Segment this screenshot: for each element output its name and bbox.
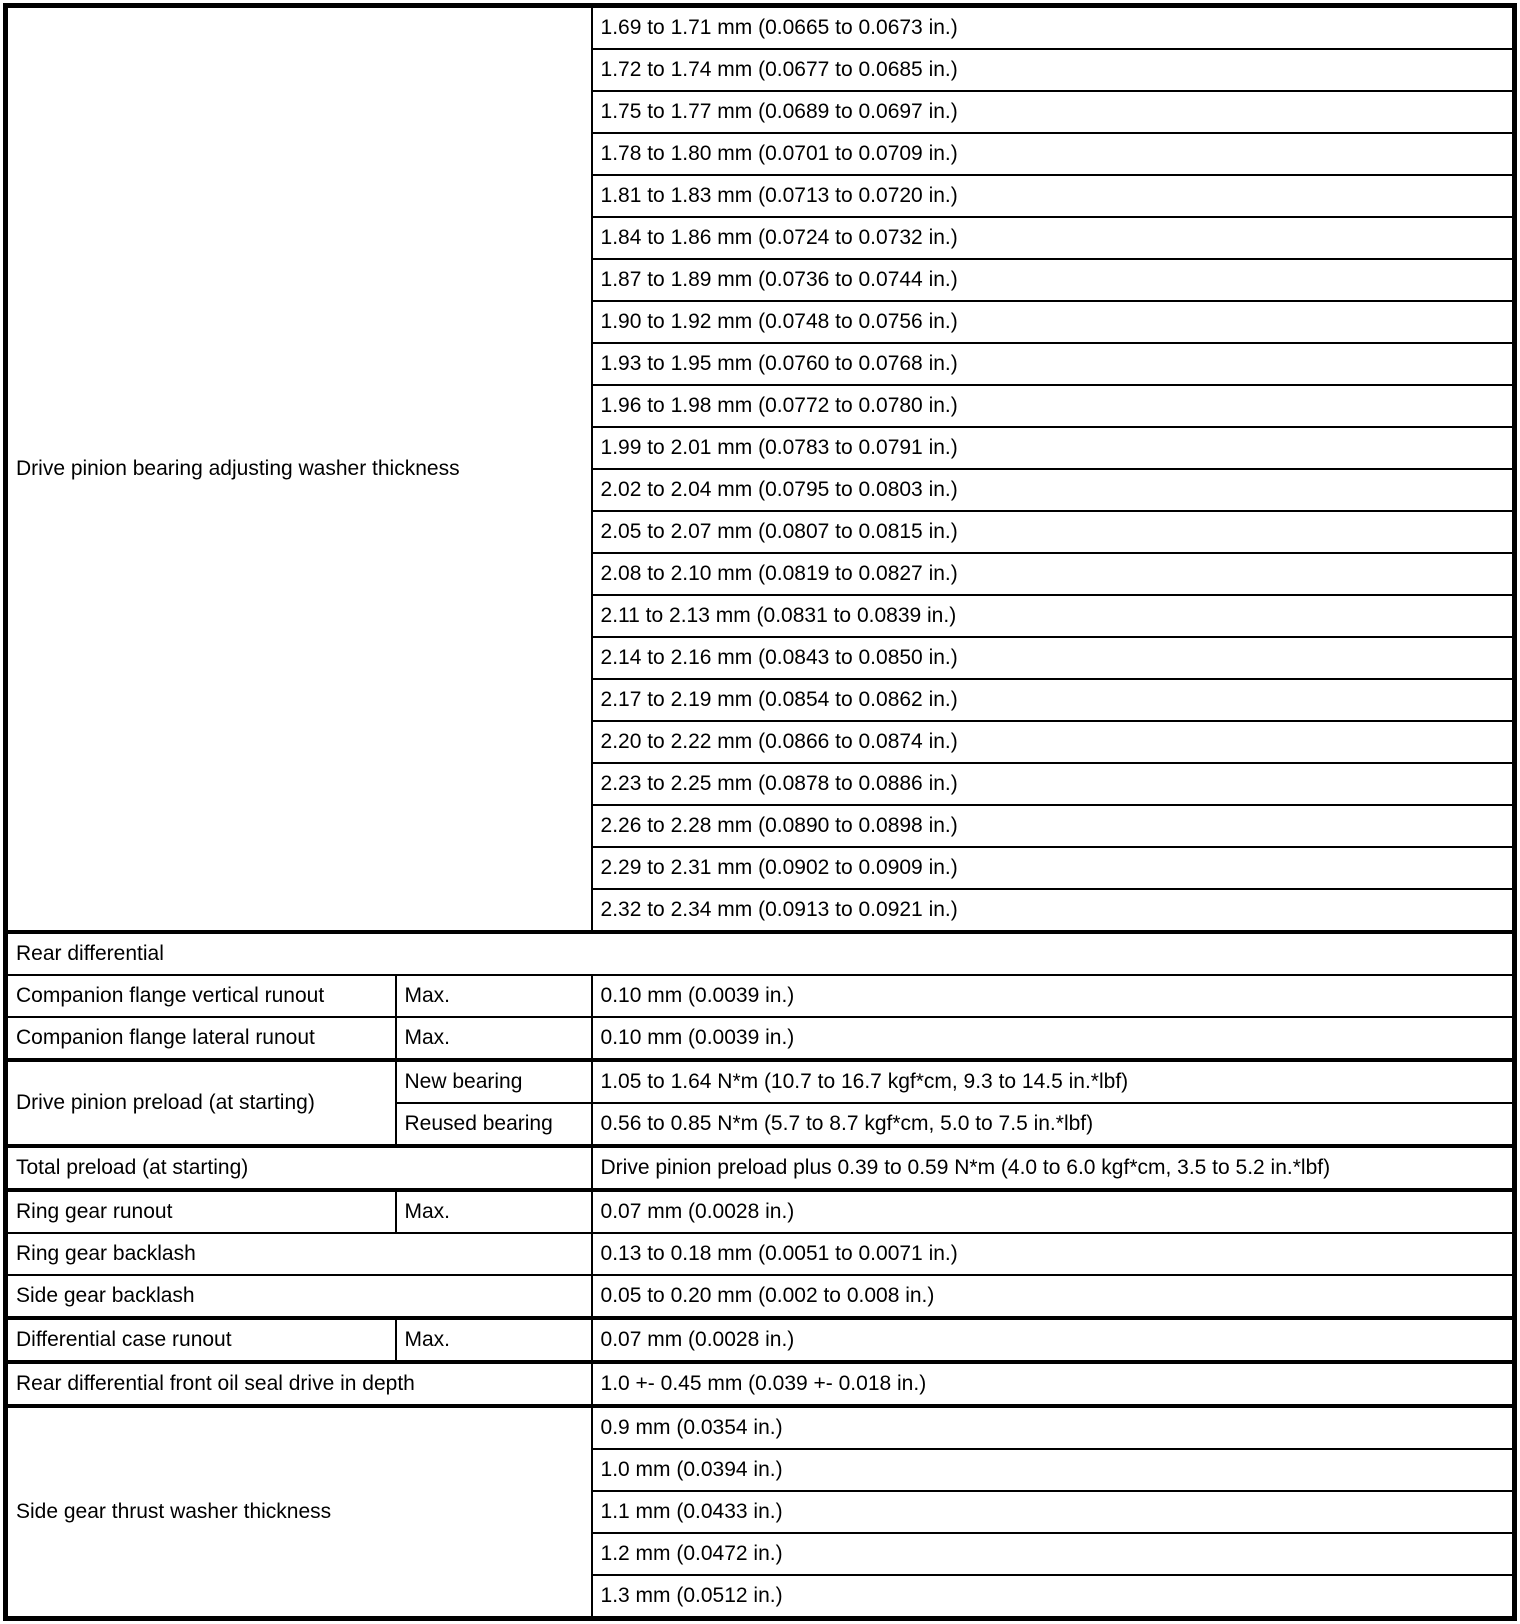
spec-value: 1.75 to 1.77 mm (0.0689 to 0.0697 in.) — [592, 91, 1515, 133]
table-row — [6, 1190, 1515, 1233]
spec-value: 0.07 mm (0.0028 in.) — [592, 1318, 1515, 1362]
spec-value: 2.17 to 2.19 mm (0.0854 to 0.0862 in.) — [592, 679, 1515, 721]
spec-value: 0.10 mm (0.0039 in.) — [592, 1017, 1515, 1060]
table-row — [6, 1362, 1515, 1406]
table-row — [6, 1017, 1515, 1060]
spec-value: 0.56 to 0.85 N*m (5.7 to 8.7 kgf*cm, 5.0 to 7.5 in.*lbf) — [592, 1103, 1515, 1146]
spec-value: 0.9 mm (0.0354 in.) — [592, 1406, 1515, 1449]
spec-value: 2.20 to 2.22 mm (0.0866 to 0.0874 in.) — [592, 721, 1515, 763]
specification-table — [3, 3, 1517, 1621]
spec-value: 2.14 to 2.16 mm (0.0843 to 0.0850 in.) — [592, 637, 1515, 679]
spec-label: Companion flange vertical runout — [6, 975, 396, 1017]
spec-label: Ring gear backlash — [6, 1233, 592, 1275]
spec-condition: New bearing — [396, 1060, 592, 1103]
spec-value: 1.96 to 1.98 mm (0.0772 to 0.0780 in.) — [592, 385, 1515, 427]
spec-condition: Max. — [396, 1190, 592, 1233]
spec-label-side-gear-thrust-washer: Side gear thrust washer thickness — [6, 1406, 592, 1619]
spec-value: 1.05 to 1.64 N*m (10.7 to 16.7 kgf*cm, 9.3 to 14.5 in.*lbf) — [592, 1060, 1515, 1103]
table-row — [6, 1060, 1515, 1103]
spec-value: 1.3 mm (0.0512 in.) — [592, 1575, 1515, 1619]
table-row — [6, 1233, 1515, 1275]
spec-label: Side gear backlash — [6, 1275, 592, 1318]
spec-label: Total preload (at starting) — [6, 1146, 592, 1190]
spec-value: 1.93 to 1.95 mm (0.0760 to 0.0768 in.) — [592, 343, 1515, 385]
table-row — [6, 1318, 1515, 1362]
spec-value: 1.1 mm (0.0433 in.) — [592, 1491, 1515, 1533]
spec-value: 2.26 to 2.28 mm (0.0890 to 0.0898 in.) — [592, 805, 1515, 847]
table-row — [6, 6, 1515, 50]
spec-value: 1.0 mm (0.0394 in.) — [592, 1449, 1515, 1491]
spec-value: 2.11 to 2.13 mm (0.0831 to 0.0839 in.) — [592, 595, 1515, 637]
spec-value: 2.32 to 2.34 mm (0.0913 to 0.0921 in.) — [592, 889, 1515, 932]
spec-label: Ring gear runout — [6, 1190, 396, 1233]
spec-label-drive-pinion-washer: Drive pinion bearing adjusting washer thickness — [6, 6, 592, 933]
spec-value: 1.90 to 1.92 mm (0.0748 to 0.0756 in.) — [592, 301, 1515, 343]
spec-label: Rear differential front oil seal drive in depth — [6, 1362, 592, 1406]
spec-value: Drive pinion preload plus 0.39 to 0.59 N*m (4.0 to 6.0 kgf*cm, 3.5 to 5.2 in.*lbf) — [592, 1146, 1515, 1190]
spec-value: 1.69 to 1.71 mm (0.0665 to 0.0673 in.) — [592, 6, 1515, 50]
table-row — [6, 975, 1515, 1017]
spec-condition: Max. — [396, 975, 592, 1017]
spec-label: Differential case runout — [6, 1318, 396, 1362]
spec-value: 2.02 to 2.04 mm (0.0795 to 0.0803 in.) — [592, 469, 1515, 511]
spec-value: 1.99 to 2.01 mm (0.0783 to 0.0791 in.) — [592, 427, 1515, 469]
spec-value: 1.87 to 1.89 mm (0.0736 to 0.0744 in.) — [592, 259, 1515, 301]
spec-value: 1.84 to 1.86 mm (0.0724 to 0.0732 in.) — [592, 217, 1515, 259]
spec-value: 2.29 to 2.31 mm (0.0902 to 0.0909 in.) — [592, 847, 1515, 889]
spec-condition: Max. — [396, 1318, 592, 1362]
table-row — [6, 1406, 1515, 1449]
table-row — [6, 1146, 1515, 1190]
spec-condition: Max. — [396, 1017, 592, 1060]
spec-condition: Reused bearing — [396, 1103, 592, 1146]
spec-value: 1.72 to 1.74 mm (0.0677 to 0.0685 in.) — [592, 49, 1515, 91]
spec-value: 0.05 to 0.20 mm (0.002 to 0.008 in.) — [592, 1275, 1515, 1318]
table-row — [6, 1275, 1515, 1318]
spec-value: 2.23 to 2.25 mm (0.0878 to 0.0886 in.) — [592, 763, 1515, 805]
spec-label: Companion flange lateral runout — [6, 1017, 396, 1060]
spec-value: 0.10 mm (0.0039 in.) — [592, 975, 1515, 1017]
spec-value: 0.13 to 0.18 mm (0.0051 to 0.0071 in.) — [592, 1233, 1515, 1275]
section-header-row — [6, 932, 1515, 975]
spec-value: 1.78 to 1.80 mm (0.0701 to 0.0709 in.) — [592, 133, 1515, 175]
spec-value: 1.0 +- 0.45 mm (0.039 +- 0.018 in.) — [592, 1362, 1515, 1406]
spec-value: 1.2 mm (0.0472 in.) — [592, 1533, 1515, 1575]
spec-value: 0.07 mm (0.0028 in.) — [592, 1190, 1515, 1233]
spec-value: 2.08 to 2.10 mm (0.0819 to 0.0827 in.) — [592, 553, 1515, 595]
spec-value: 2.05 to 2.07 mm (0.0807 to 0.0815 in.) — [592, 511, 1515, 553]
section-header-rear-differential: Rear differential — [6, 932, 1515, 975]
spec-label-drive-pinion-preload: Drive pinion preload (at starting) — [6, 1060, 396, 1146]
spec-value: 1.81 to 1.83 mm (0.0713 to 0.0720 in.) — [592, 175, 1515, 217]
